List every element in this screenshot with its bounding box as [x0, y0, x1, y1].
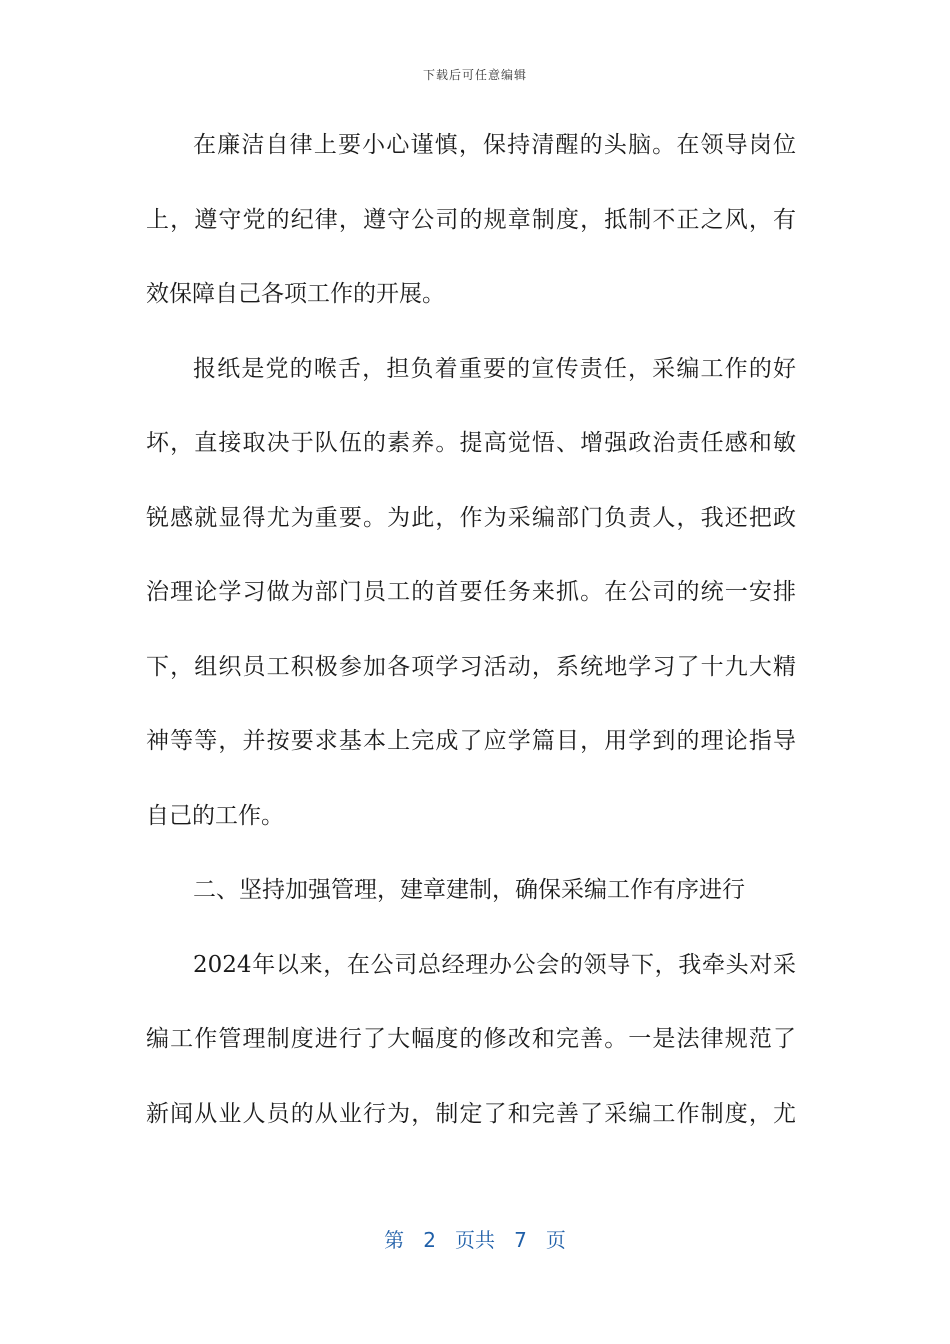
text-line: 二、坚持加强管理，建章建制，确保采编工作有序进行 [193, 877, 745, 903]
text-line: 锐感就显得尤为重要。为此，作为采编部门负责人，我还把政 [146, 504, 796, 531]
text-line: 在廉洁自律上要小心谨慎，保持清醒的头脑。在领导岗位 [193, 132, 796, 158]
text-line: 报纸是党的喉舌，担负着重要的宣传责任，采编工作的好 [193, 355, 796, 382]
text-line: 效保障自己各项工作的开展。 [146, 281, 445, 307]
text-line: 上，遵守党的纪律，遵守公司的规章制度，抵制不正之风，有 [146, 206, 796, 233]
page-footer [0, 1224, 950, 1253]
document-body [146, 108, 796, 1151]
page-label-suffix: 页 [545, 1228, 566, 1252]
header-note: 下载后可任意编辑 [422, 68, 527, 82]
text-line: 下，组织员工积极参加各项学习活动，系统地学习了十九大精 [146, 653, 796, 680]
text-line: 编工作管理制度进行了大幅度的修改和完善。一是法律规范了 [146, 1026, 796, 1052]
text-line: 治理论学习做为部门员工的首要任务来抓。在公司的统一安排 [146, 579, 796, 605]
page-label-mid: 页共 [455, 1228, 495, 1252]
text-line: 自己的工作。 [146, 802, 284, 829]
current-page-number: 2 [423, 1228, 436, 1252]
text-line: 神等等，并按要求基本上完成了应学篇目，用学到的理论指导 [146, 728, 796, 754]
text-line: 新闻从业人员的从业行为，制定了和完善了采编工作制度，尤 [146, 1100, 796, 1127]
text-line: 2024年以来，在公司总经理办公会的领导下，我牵头对采 [193, 951, 796, 978]
total-pages-number: 7 [514, 1228, 527, 1252]
text-line: 坏，直接取决于队伍的素养。提高觉悟、增强政治责任感和敏 [146, 430, 796, 456]
page-label-prefix: 第 [384, 1228, 405, 1252]
